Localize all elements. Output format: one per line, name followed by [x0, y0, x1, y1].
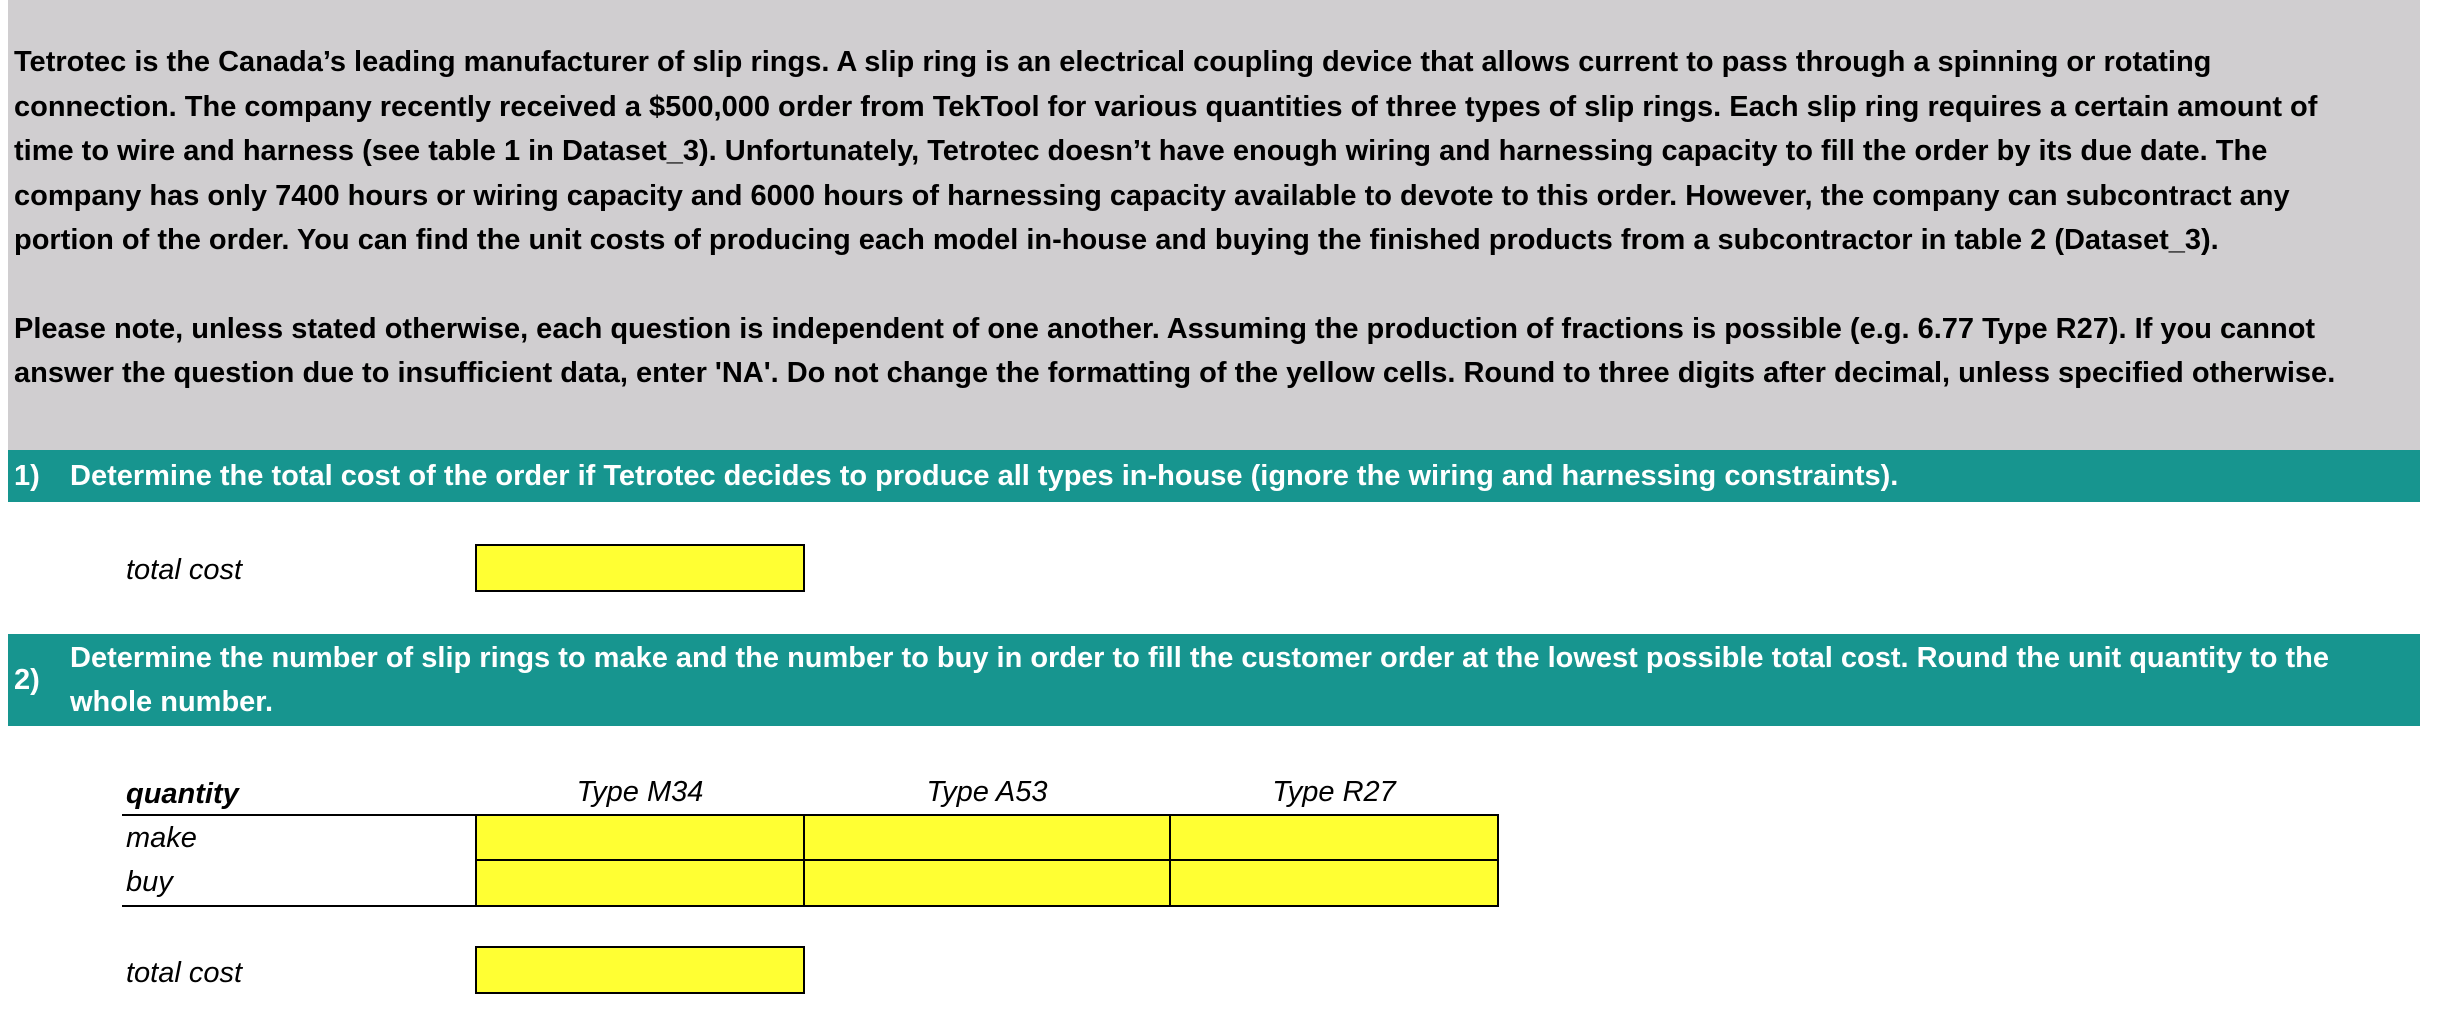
instructions-line: Tetrotec is the Canada’s leading manufacturer of slip rings. A slip ring is an electrical coupling device that allows current to pass through a spinning or rotating [14, 46, 2212, 78]
question-1-text: Determine the total cost of the order if Tetrotec decides to produce all types in-house (ignore the wiring and harnessing constraints). [70, 460, 1899, 492]
instructions-line: answer the question due to insufficient data, enter 'NA'. Do not change the formatting of the yellow cells. Round to three digits after decimal, unless specified otherwise. [14, 357, 2336, 389]
table-header-rule [122, 814, 477, 816]
make-type-m34-input[interactable] [475, 814, 805, 861]
instructions-line: Please note, unless stated otherwise, each question is independent of one another. Assuming the production of fractions is possible (e.g. 6.77 Type R27). If you cannot [14, 312, 2316, 345]
table-row-label-make: make [126, 822, 197, 854]
question-2-header [8, 634, 2420, 726]
column-header-type-m34: Type M34 [576, 776, 704, 808]
question-2-text-line: whole number. [70, 686, 274, 718]
buy-type-a53-input[interactable] [803, 859, 1171, 907]
question-2-text [70, 636, 2400, 724]
column-header-type-a53: Type A53 [926, 776, 1048, 808]
instructions-panel [8, 0, 2420, 450]
q2-total-cost-input[interactable] [475, 946, 805, 994]
q2-total-cost-label: total cost [126, 957, 243, 989]
question-1-header [8, 450, 2420, 502]
table-bottom-rule [122, 905, 477, 907]
instructions-paragraph-1 [14, 40, 2414, 263]
table-row-label-buy: buy [126, 866, 173, 898]
question-2-text-line: Determine the number of slip rings to make and the number to buy in order to fill the customer order at the lowest possible total cost. Round the unit quantity to the [70, 642, 2329, 674]
make-type-r27-input[interactable] [1169, 814, 1499, 861]
column-header-type-r27: Type R27 [1272, 776, 1396, 808]
question-1-number: 1) [14, 460, 40, 492]
buy-type-r27-input[interactable] [1169, 859, 1499, 907]
instructions-line: company has only 7400 hours or wiring capacity and 6000 hours of harnessing capacity available to devote to this order. However, the company can subcontract any [14, 179, 2290, 212]
q1-total-cost-label: total cost [126, 554, 243, 586]
instructions-line: portion of the order. You can find the unit costs of producing each model in-house and buying the finished products from a subcontractor in table 2 (Dataset_3). [14, 224, 2219, 256]
buy-type-m34-input[interactable] [475, 859, 805, 907]
instructions-line: connection. The company recently received a $500,000 order from TekTool for various quantities of three types of slip rings. Each slip ring requires a certain amount of [14, 90, 2318, 123]
instructions-paragraph-2 [14, 307, 2414, 396]
table-row-header: quantity [126, 778, 239, 810]
instructions-line: time to wire and harness (see table 1 in Dataset_3). Unfortunately, Tetrotec doesn’t have enough wiring and harnessing capacity to fill the order by its due date. The [14, 135, 2268, 167]
make-type-a53-input[interactable] [803, 814, 1171, 861]
question-2-number: 2) [14, 664, 40, 696]
q1-total-cost-input[interactable] [475, 544, 805, 592]
